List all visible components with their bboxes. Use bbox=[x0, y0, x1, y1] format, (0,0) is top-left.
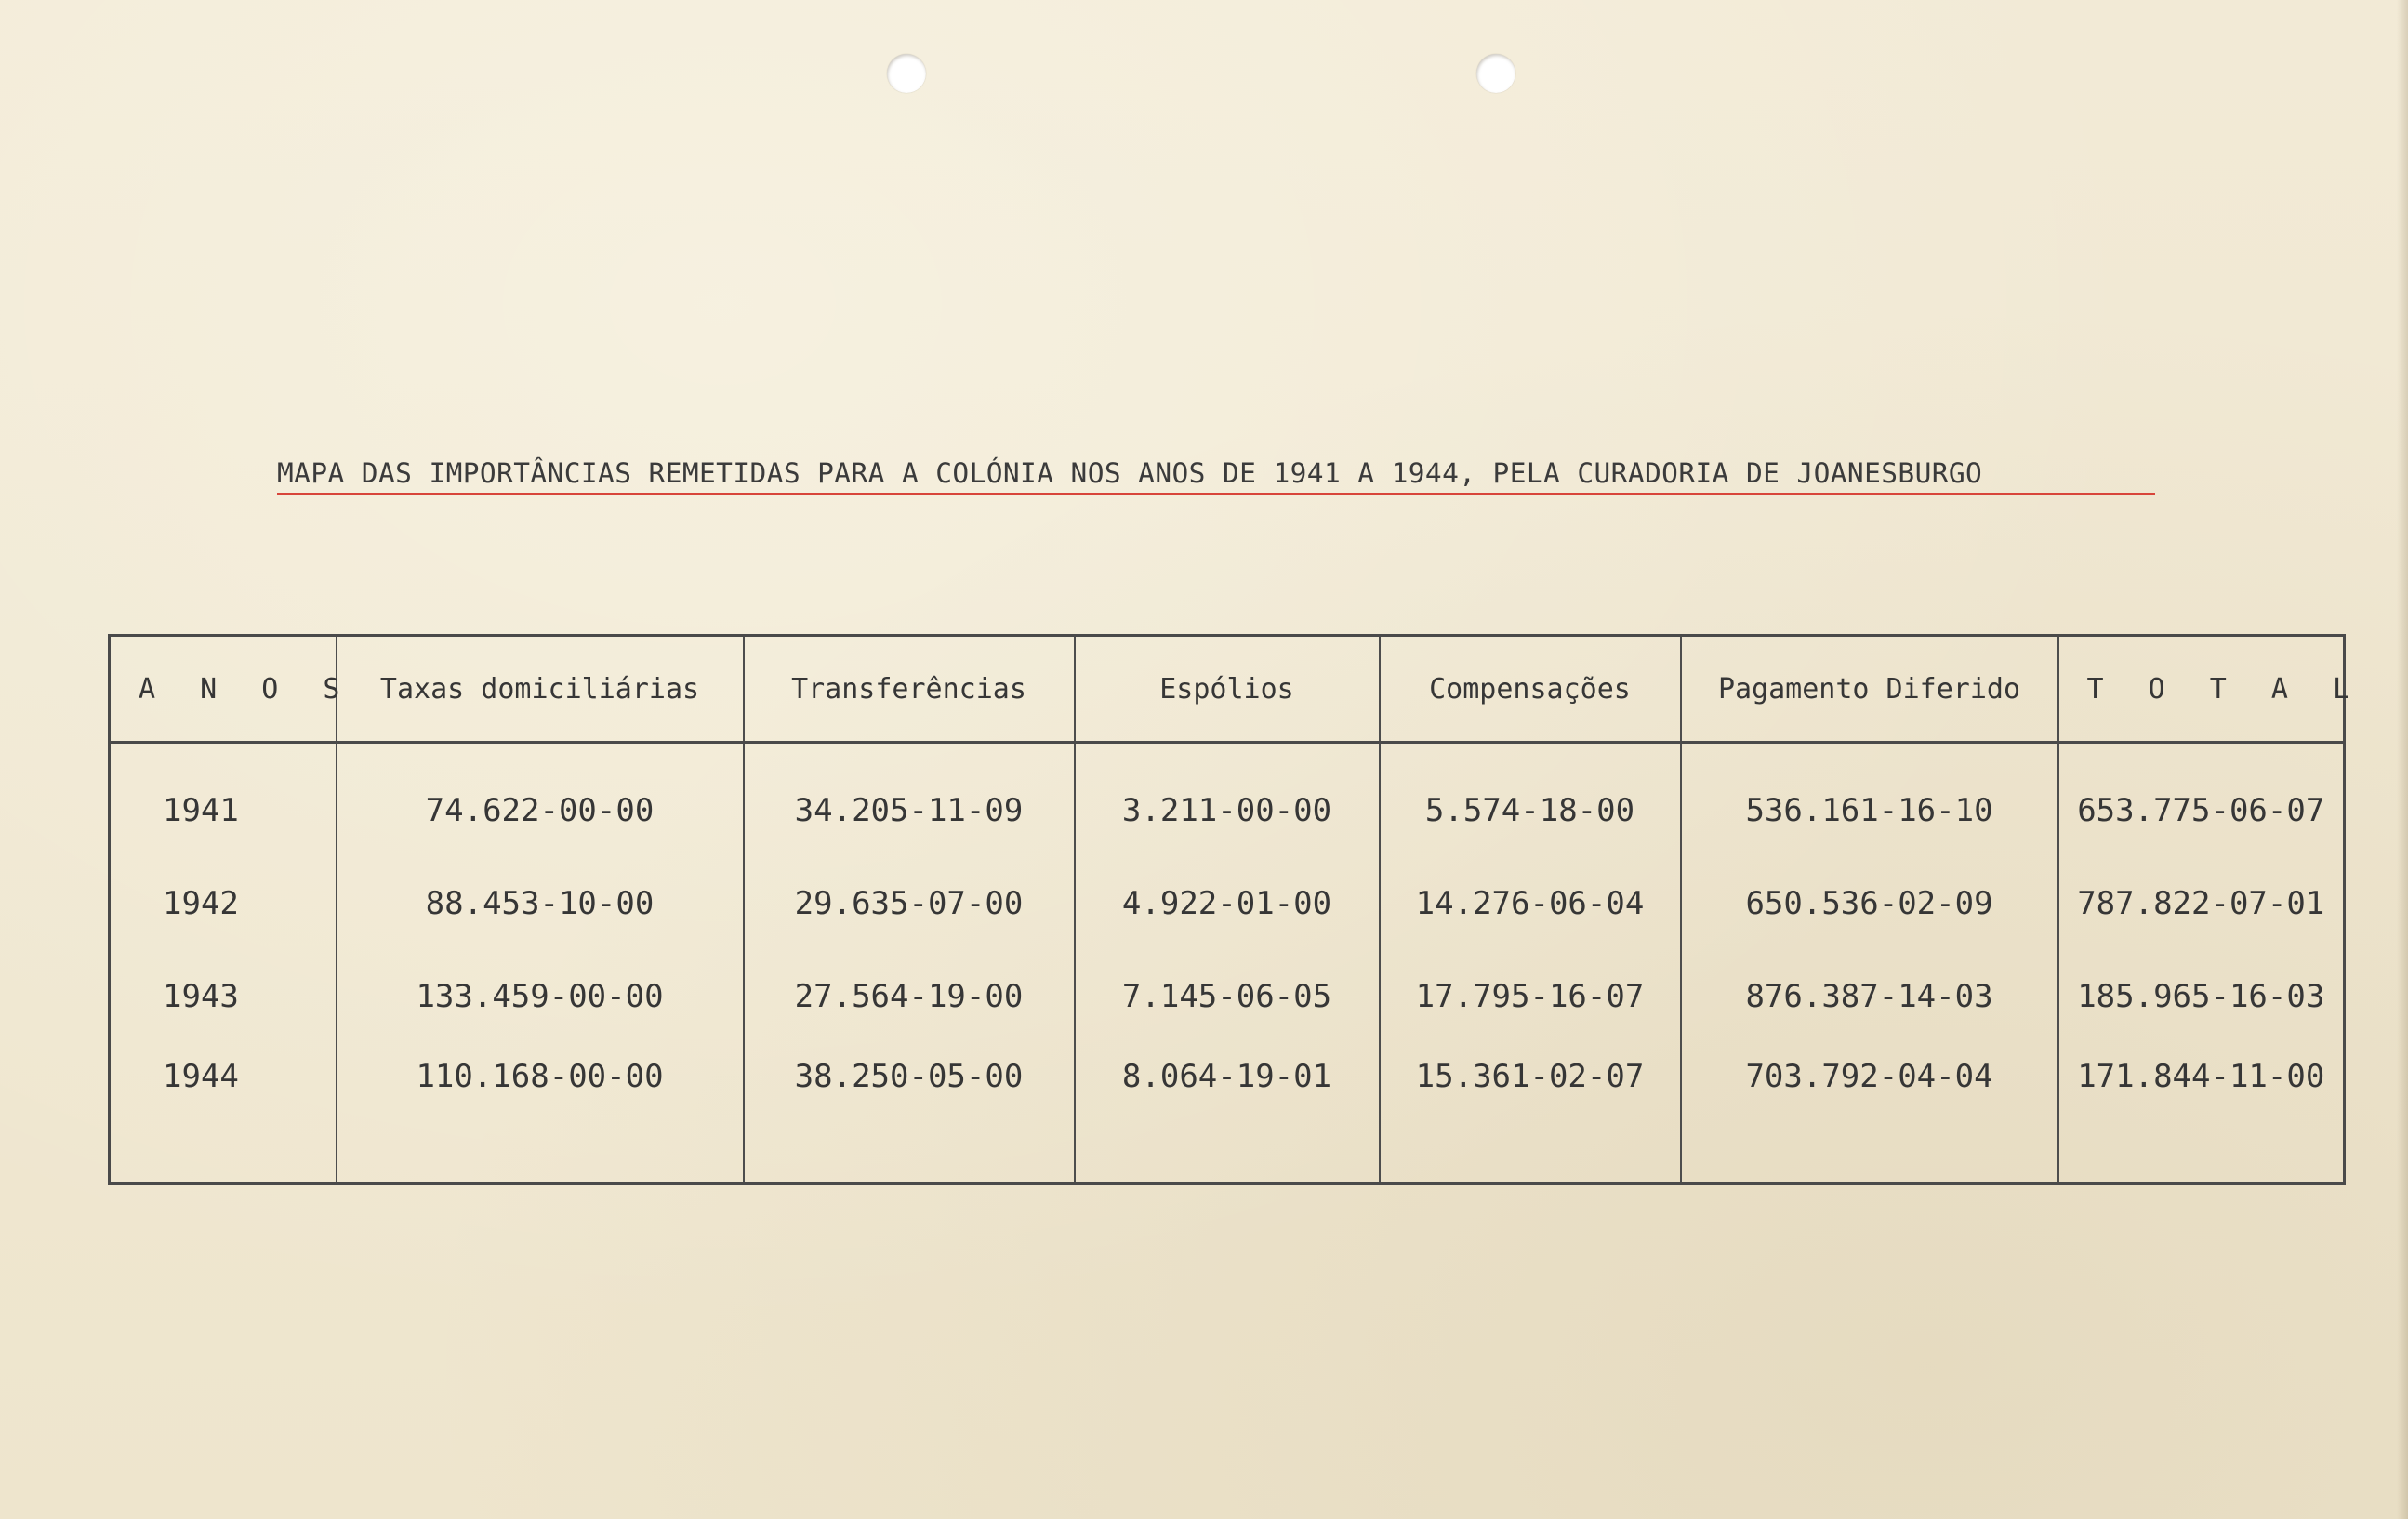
cell-compensacoes: 15.361-02-07 bbox=[1380, 1043, 1681, 1184]
cell-compensacoes: 5.574-18-00 bbox=[1380, 743, 1681, 858]
cell-year: 1943 bbox=[110, 950, 337, 1043]
cell-compensacoes: 14.276-06-04 bbox=[1380, 857, 1681, 950]
cell-total: 653.775-06-07 bbox=[2058, 743, 2345, 858]
cell-pagamento: 536.161-16-10 bbox=[1681, 743, 2058, 858]
cell-espolios: 4.922-01-00 bbox=[1075, 857, 1380, 950]
cell-year: 1942 bbox=[110, 857, 337, 950]
table-header-row bbox=[110, 636, 2345, 743]
header-taxas-domiciliarias: Taxas domiciliárias bbox=[337, 636, 744, 743]
cell-taxas: 88.453-10-00 bbox=[337, 857, 744, 950]
punch-hole-right bbox=[1476, 54, 1515, 93]
cell-compensacoes: 17.795-16-07 bbox=[1380, 950, 1681, 1043]
header-compensacoes: Compensações bbox=[1380, 636, 1681, 743]
cell-pagamento: 876.387-14-03 bbox=[1681, 950, 2058, 1043]
paper-edge bbox=[2397, 0, 2408, 1519]
cell-transferencias: 38.250-05-00 bbox=[744, 1043, 1075, 1184]
cell-total: 171.844-11-00 bbox=[2058, 1043, 2345, 1184]
cell-year: 1944 bbox=[110, 1043, 337, 1184]
cell-transferencias: 27.564-19-00 bbox=[744, 950, 1075, 1043]
document-title: MAPA DAS IMPORTÂNCIAS REMETIDAS PARA A COLÓNIA NOS ANOS DE 1941 A 1944, PELA CURADORIA DE JOANESBURGO bbox=[277, 457, 2155, 495]
remittance-table bbox=[108, 634, 2364, 1185]
table-row bbox=[110, 857, 2345, 950]
table-row bbox=[110, 1043, 2345, 1184]
header-transferencias: Transferências bbox=[744, 636, 1075, 743]
header-anos: A N O S bbox=[110, 636, 337, 743]
cell-taxas: 133.459-00-00 bbox=[337, 950, 744, 1043]
cell-transferencias: 29.635-07-00 bbox=[744, 857, 1075, 950]
table-row bbox=[110, 743, 2345, 858]
header-pagamento-diferido: Pagamento Diferido bbox=[1681, 636, 2058, 743]
header-total: T O T A L bbox=[2058, 636, 2345, 743]
cell-total: 787.822-07-01 bbox=[2058, 857, 2345, 950]
punch-hole-left bbox=[887, 54, 926, 93]
table-row bbox=[110, 950, 2345, 1043]
cell-year: 1941 bbox=[110, 743, 337, 858]
cell-espolios: 8.064-19-01 bbox=[1075, 1043, 1380, 1184]
cell-taxas: 74.622-00-00 bbox=[337, 743, 744, 858]
cell-espolios: 7.145-06-05 bbox=[1075, 950, 1380, 1043]
cell-taxas: 110.168-00-00 bbox=[337, 1043, 744, 1184]
cell-pagamento: 703.792-04-04 bbox=[1681, 1043, 2058, 1184]
header-espolios: Espólios bbox=[1075, 636, 1380, 743]
cell-transferencias: 34.205-11-09 bbox=[744, 743, 1075, 858]
cell-espolios: 3.211-00-00 bbox=[1075, 743, 1380, 858]
cell-total: 185.965-16-03 bbox=[2058, 950, 2345, 1043]
cell-pagamento: 650.536-02-09 bbox=[1681, 857, 2058, 950]
